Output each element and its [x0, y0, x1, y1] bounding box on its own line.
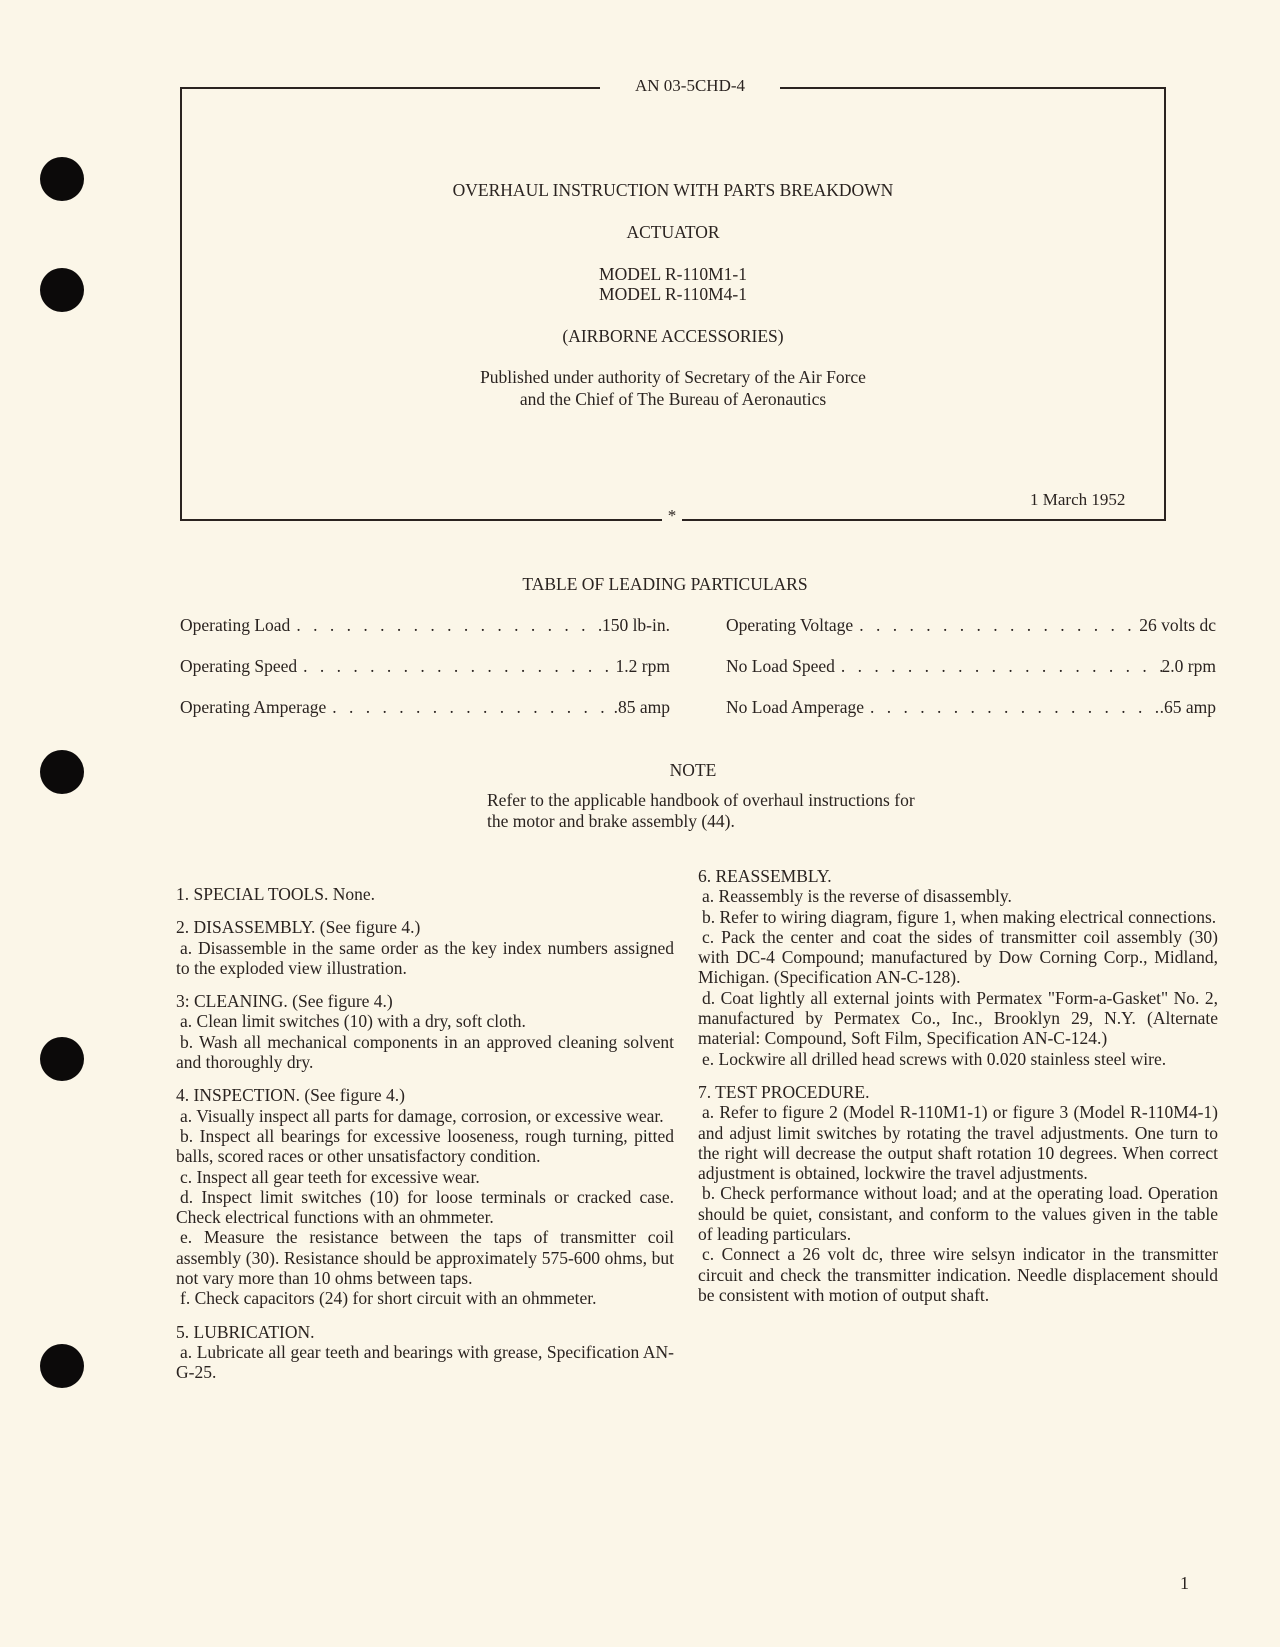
section-item: a. Clean limit switches (10) with a dry, soft cloth. — [180, 1011, 526, 1032]
document-number: AN 03-5CHD-4 — [600, 76, 780, 96]
title-subject: ACTUATOR — [626, 222, 720, 242]
section-item: a. Visually inspect all parts for damage, corrosion, or excessive wear. — [180, 1105, 664, 1126]
particular-row — [726, 656, 1216, 677]
section-heading: 3: CLEANING. (See figure 4.) — [176, 991, 393, 1012]
title-line: OVERHAUL INSTRUCTION WITH PARTS BREAKDOWN — [452, 180, 894, 200]
section-item: c. Inspect all gear teeth for excessive wear. — [180, 1166, 480, 1187]
particular-label: Operating Voltage — [726, 615, 854, 635]
particular-value: 150 lb-in. — [601, 615, 670, 635]
section-item: a. Reassembly is the reverse of disassembly. — [702, 886, 1012, 907]
binder-hole — [40, 268, 84, 312]
section-heading: 4. INSPECTION. (See figure 4.) — [176, 1085, 405, 1106]
section-item: b. Refer to wiring diagram, figure 1, when making electrical connections. — [702, 906, 1217, 927]
section-heading: 7. TEST PROCEDURE. — [698, 1081, 870, 1102]
particular-row — [180, 615, 670, 636]
particular-label: Operating Amperage — [180, 697, 327, 717]
model-1: MODEL R-110M1-1 — [599, 264, 747, 284]
authority-2: and the Chief of The Bureau of Aeronautics — [519, 389, 827, 409]
right-column — [698, 866, 1218, 1305]
authority-1: Published under authority of Secretary of the Air Force — [480, 367, 866, 387]
section-item: c. Pack the center and coat the sides of transmitter coil assembly (30) with DC-4 Compound; manufactured by Dow Corning Corp., Midland, Michigan. (Specification AN-C-128). — [698, 926, 1218, 988]
binder-hole — [40, 1344, 84, 1388]
particular-label: No Load Speed — [726, 656, 835, 676]
section-item: b. Check performance without load; and at the operating load. Operation should be quiet, consistant, and conform to the values given in the table of leading particulars. — [698, 1183, 1218, 1245]
particular-value: 2.0 rpm — [1161, 656, 1216, 676]
particular-value: .85 amp — [613, 697, 670, 717]
particular-row — [726, 697, 1216, 718]
section-item: b. Wash all mechanical components in an approved cleaning solvent and thoroughly dry. — [176, 1031, 674, 1073]
publication-date: 1 March 1952 — [1030, 490, 1126, 509]
star-mark: * — [662, 506, 682, 526]
section-item: e. Lockwire all drilled head screws with 0.020 stainless steel wire. — [702, 1048, 1167, 1069]
note-text: Refer to the applicable handbook of overhaul instructions for the motor and brake assembly (44). — [487, 790, 915, 831]
section-item: b. Inspect all bearings for excessive looseness, rough turning, pitted balls, scored races or other unsatisfactory condition. — [176, 1125, 674, 1167]
section-item: d. Inspect limit switches (10) for loose terminals or cracked case. Check electrical functions with an ohmmeter. — [176, 1186, 674, 1228]
model-2: MODEL R-110M4-1 — [599, 284, 747, 304]
section-item: a. Disassemble in the same order as the key index numbers assigned to the exploded view illustration. — [176, 937, 674, 978]
category: (AIRBORNE ACCESSORIES) — [562, 326, 784, 346]
particular-row — [180, 697, 670, 718]
particular-row — [726, 615, 1216, 636]
section-heading: 2. DISASSEMBLY. (See figure 4.) — [176, 917, 421, 938]
particular-row — [180, 656, 670, 677]
section-heading: 5. LUBRICATION. — [176, 1321, 315, 1342]
binder-hole — [40, 1037, 84, 1081]
particular-label: Operating Load — [180, 615, 291, 635]
page-number: 1 — [1180, 1573, 1189, 1593]
binder-hole — [40, 157, 84, 201]
section-item: c. Connect a 26 volt dc, three wire selsyn indicator in the transmitter circuit and check the transmitter indication. Needle displacement should be consistent with motion of output shaft. — [698, 1244, 1218, 1305]
section-item: f. Check capacitors (24) for short circuit with an ohmmeter. — [180, 1288, 597, 1309]
section-heading: 1. SPECIAL TOOLS. None. — [176, 884, 375, 904]
section-item: d. Coat lightly all external joints with Permatex "Form-a-Gasket" No. 2, manufactured by Permatex Co., Inc., Brooklyn 29, N.Y. (Alternate material: Compound, Soft Film, Specification AN-C-124.) — [698, 987, 1218, 1049]
section-item: a. Refer to figure 2 (Model R-110M1-1) or figure 3 (Model R-110M4-1) and adjust limit switches by rotating the travel adjustments. One turn to the right will decrease the output shaft rotation 10 degrees. When correct adjustment is obtained, lockwire the travel adjustments. — [698, 1102, 1218, 1184]
particular-label: No Load Amperage — [726, 697, 865, 717]
section-heading: 6. REASSEMBLY. — [698, 866, 832, 886]
section-item: a. Lubricate all gear teeth and bearings with grease, Specification AN-G-25. — [176, 1341, 674, 1383]
note-heading: NOTE — [669, 760, 717, 780]
particular-label: Operating Speed — [180, 656, 298, 676]
left-column — [176, 884, 674, 1383]
section-item: e. Measure the resistance between the taps of transmitter coil assembly (30). Resistance should be approximately 575-600 ohms, but not vary more than 10 ohms between taps. — [176, 1227, 674, 1289]
binder-hole — [40, 750, 84, 794]
particular-value: 1.2 rpm — [615, 656, 670, 676]
particular-value: .65 amp — [1159, 697, 1216, 717]
particular-value: 26 volts dc — [1139, 615, 1216, 635]
particulars-heading: TABLE OF LEADING PARTICULARS — [522, 574, 808, 594]
